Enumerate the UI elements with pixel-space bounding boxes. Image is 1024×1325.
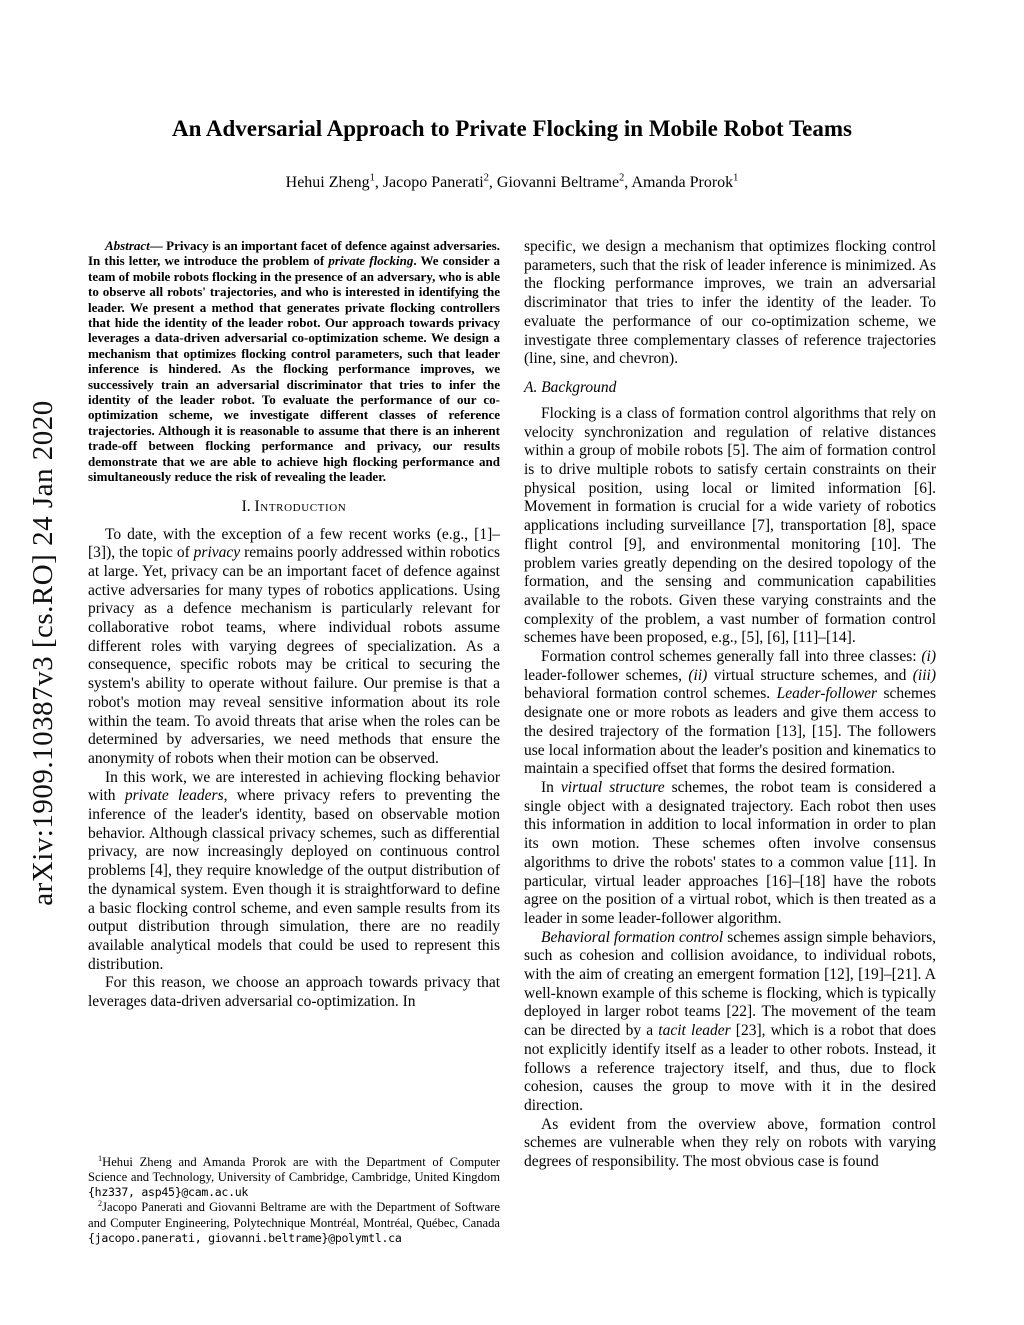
intro-paragraph-3: For this reason, we choose an approach towards privacy that leverages data-driven adversarial co-optimization. In [88,974,500,1011]
background-paragraph-5: As evident from the overview above, formation control schemes are vulnerable when they rely on robots with varying degrees of responsibility. The most obvious case is found [524,1115,936,1171]
intro-paragraph-2: In this work, we are interested in achieving flocking behavior with private leaders, where privacy refers to preventing the inference of the leader's identity, based on observable motion behavior. Although classical privacy schemes, such as differential privacy, are now increasingly deployed on continuous control problems [4], they require knowledge of the output distribution of the dynamical system. Even though it is straightforward to define a basic flocking control scheme, and even sample results from its output distribution through simulation, there are no readily available analytical models that could be used to represent this distribution. [88,768,500,973]
background-paragraph-4: Behavioral formation control schemes assign simple behaviors, such as cohesion and collision avoidance, to individual robots, with the aim of creating an emergent formation [12], [19]–[21]. A well-known example of this scheme is flocking, which is typically deployed in larger robot teams [22]. The movement of the team can be directed by a tacit leader [23], which is a robot that does not explicitly identify itself as a leader to other robots. Instead, it follows a reference trajectory itself, and thus, due to flock cohesion, causes the group to move with it in the desired direction. [524,928,936,1114]
background-paragraph-1: Flocking is a class of formation control algorithms that rely on velocity synchronization and regulation of relative distances within a group of mobile robots [5]. The aim of formation control is to drive multiple robots to satisfy certain constraints on their physical position, using local or limited information [6]. Movement in formation is crucial for a wide variety of robotics applications including surveillance [7], transportation [8], space flight control [9], and environmental monitoring [10]. The problem varies greatly depending on the desired topology of the formation, and the sensing and communication capabilities available to the robots. Given these varying constraints and the complexity of the problem, a vast number of formation control schemes have been proposed, e.g., [5], [6], [11]–[14]. [524,404,936,647]
continuation-paragraph: specific, we design a mechanism that optimizes flocking control parameters, such that the risk of leader inference is minimized. As the flocking performance improves, we train an adversarial discriminator that tries to infer the identity of the leader. To evaluate the performance of our co-optimization scheme, we investigate three complementary classes of reference trajectories (line, sine, and chevron). [524,238,936,368]
left-column [88,238,500,1246]
paper-title: An Adversarial Approach to Private Flocking in Mobile Robot Teams [171,116,853,141]
footnotes-block [88,1155,500,1246]
intro-paragraph-1: To date, with the exception of a few recent works (e.g., [1]–[3]), the topic of privacy remains poorly addressed within robotics at large. Yet, privacy can be an important facet of defence against active adversaries for many types of robotics applications. Using privacy as a defence mechanism is particularly relevant for collaborative robot teams, where individual robots assume different roles with varying degrees of specialization. As a consequence, specific robots may be critical to securing the system's ability to operate without failure. Our premise is that a robot's motion may reveal sensitive information about its role within the team. To avoid threats that arise when the roles can be determined by adversaries, we need methods that ensure the anonymity of robots when their motion can be observed. [88,525,500,767]
abstract-text: Abstract— Privacy is an important facet of defence against adversaries. In this letter, we introduce the problem of private flocking. We consider a team of mobile robots flocking in the presence of an adversary, who is able to observe all robots' trajectories, and who is interested in identifying the leader. We present a method that generates private flocking controllers that hide the identity of the leader robot. Our approach towards privacy leverages a data-driven adversarial co-optimization scheme. We design a mechanism that optimizes flocking control parameters, such that leader inference is hindered. As the flocking performance improves, we successively train an adversarial discriminator that tries to infer the identity of the leader robot. To evaluate the performance of our co-optimization scheme, we investigate different classes of reference trajectories. Although it is reasonable to assume that there is an inherent trade-off between flocking performance and privacy, our results demonstrate that we are able to achieve high flocking performance and simultaneously reduce the risk of revealing the leader. [88,238,500,485]
footnote-2: $^2$Jacopo Panerati and Giovanni Beltrame are with the Department of Software and Computer Engineering, Polytechnique Montréal, Montréal, Québec, Canada {jacopo.panerati, giovanni.beltrame}@polymtl.ca [88,1199,500,1245]
section-heading-introduction [88,498,500,516]
background-paragraph-2: Formation control schemes generally fall into three classes: (i) leader-follower schemes, (ii) virtual structure schemes, and (iii) behavioral formation control schemes. Leader-follower schemes designate one or more robots as leaders and give them access to the desired trajectory of the formation [13], [15]. The followers use local information about the leader's position and kinematics to maintain a specified offset that forms the desired formation. [524,648,936,778]
right-column [524,238,936,1246]
arxiv-watermark: arXiv:1909.10387v3 [cs.RO] 24 Jan 2020 [27,400,59,906]
background-paragraph-3: In virtual structure schemes, the robot team is considered a single object with a designated trajectory. Each robot then uses this information in addition to local information in order to plan its own motion. These schemes often involve consensus algorithms to drive the robots' states to a common value [11]. In particular, virtual leader approaches [16]–[18] have the robots agree on the position of a virtual robot, which is then treated as a leader in some leader-follower algorithm. [524,778,936,927]
section-title: Introduction [254,497,347,515]
subsection-heading-background: A. Background [524,378,617,396]
two-column-layout [0,238,1024,1246]
section-number: I. [241,497,251,515]
footnote-1: $^1$Hehui Zheng and Amanda Prorok are with the Department of Computer Science and Technology, University of Cambridge, Cambridge, United Kingdom {hz337, asp45}@cam.ac.uk [88,1153,500,1200]
abstract-section [88,238,500,485]
authors-line: Hehui Zheng$^1$, Jacopo Panerati$^2$, Giovanni Beltrame$^2$, Amanda Prorok$^1$ [285,172,739,191]
